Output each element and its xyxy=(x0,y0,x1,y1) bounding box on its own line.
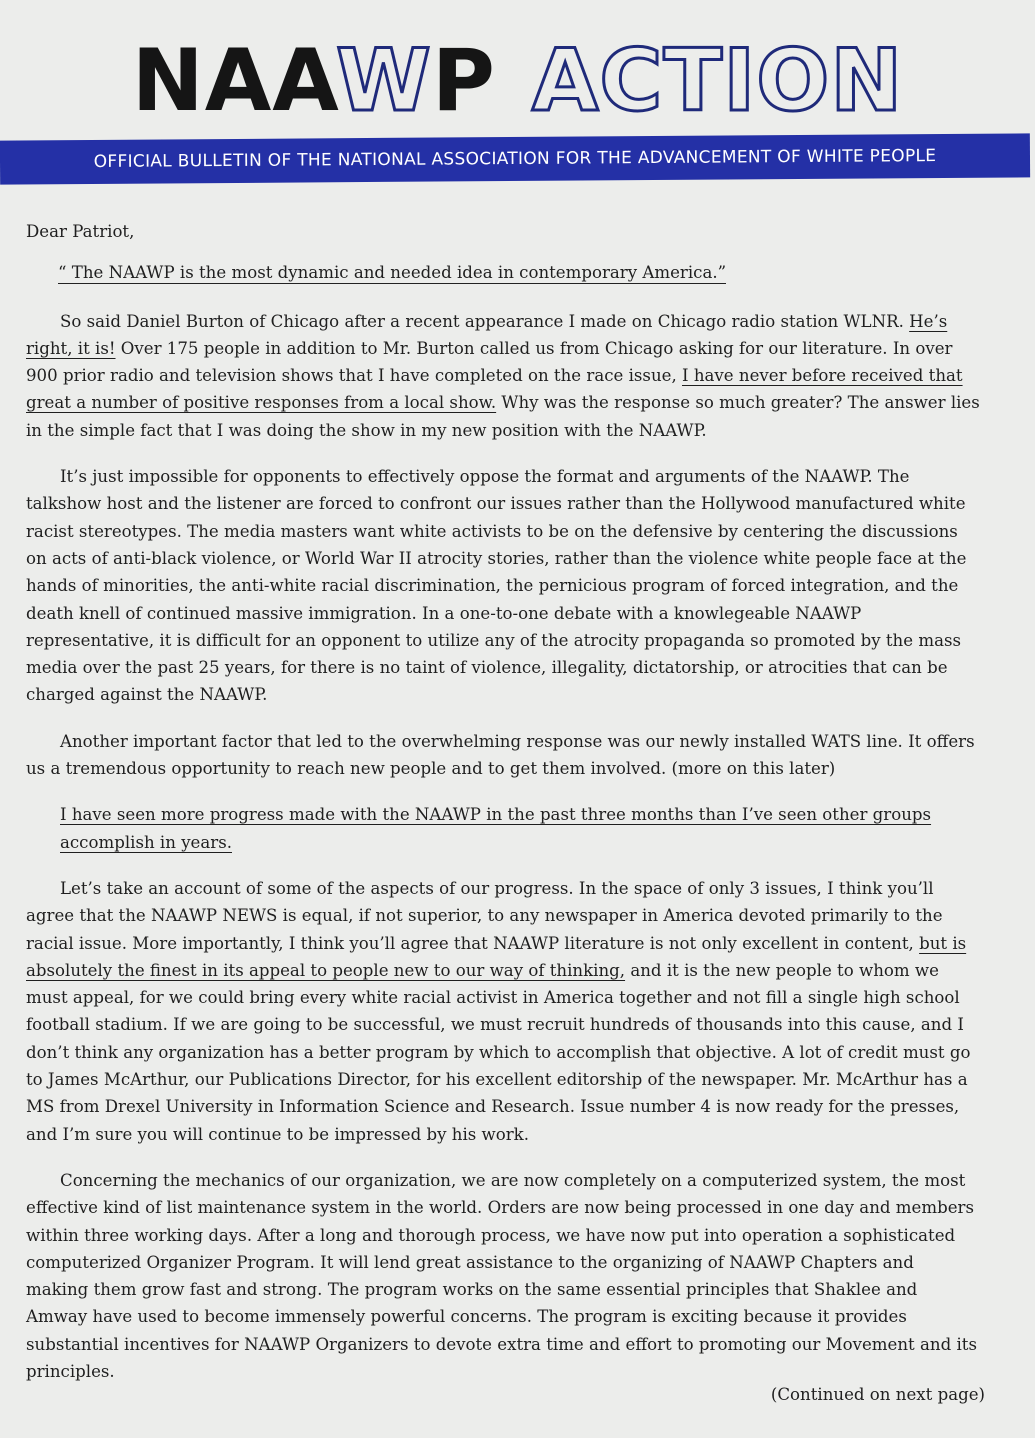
p1-underline-2: I have never before received that great a number of positive responses from a local show. xyxy=(26,366,963,413)
bulletin-banner: OFFICIAL BULLETIN OF THE NATIONAL ASSOCIATION FOR THE ADVANCEMENT OF WHITE PEOPLE xyxy=(0,133,1030,184)
paragraph-5 xyxy=(26,875,980,1148)
paragraph-3: Another important factor that led to the overwhelming response was our newly installed WATS line. It offers us a tremendous opportunity to reach new people and to get them involved. (more on this later) xyxy=(26,731,975,779)
title-part-action: ACTION xyxy=(531,31,904,131)
paragraph-1 xyxy=(26,308,980,444)
title-part-naa: NAA xyxy=(131,31,336,131)
paragraph-6: Concerning the mechanics of our organization, we are now completely on a computerized system, the most effective kind of list maintenance system in the world. Orders are now being processed in one day and members within three working days. After a long and thorough process, we have now put into operation a sophisticated computerized Organizer Program. It will lend great assistance to the organizing of NAAWP Chapters and making them grow fast and strong. The program works on the same essential principles that Shaklee and Amway have used to become immensely powerful concerns. The program is exciting because it provides substantial incentives for NAAWP Organizers to devote extra time and effort to promoting our Movement and its principles. xyxy=(26,1170,977,1381)
letter-body xyxy=(26,218,980,1404)
p5-underline: but is absolutely the finest in its appeal to people new to our way of thinking, xyxy=(26,933,967,980)
p1-text-c: Why was the response so much greater? The answer lies in the simple fact that I was doing the show in my new position with the NAAWP. xyxy=(26,393,980,440)
continued-note: (Continued on next page) xyxy=(770,1385,985,1404)
p5-text-b: and it is the new people to whom we must appeal, for we could bring every white racial activist in America together and not fill a single high school football stadium. If we are going to be successful, we must recruit hundreds of thousands into this cause, and I don’t think any organization has a better program by which to accomplish that objective. A lot of credit must go to James McArthur, our Publications Director, for his excellent editorship of the newspaper. Mr. McArthur has a MS from Drexel University in Information Science and Research. Issue number 4 is now ready for the presses, and I’m sure you will continue to be impressed by his work. xyxy=(26,960,971,1144)
quote-text: “ The NAAWP is the most dynamic and needed idea in contemporary America.” xyxy=(58,263,727,283)
masthead-title xyxy=(0,31,1035,131)
p1-underline-1: He’s right, it is! xyxy=(26,311,948,358)
p5-text-a: Let’s take an account of some of the aspects of our progress. In the space of only 3 issues, I think you’ll agree that the NAAWP NEWS is equal, if not superior, to any newspaper in America devoted primarily to the racial issue. More importantly, I think you’ll agree that NAAWP literature is not only excellent in content, xyxy=(26,878,943,953)
p1-text-a: So said Daniel Burton of Chicago after a recent appearance I made on Chicago radio station WLNR. xyxy=(60,311,910,331)
p4-underline: I have seen more progress made with the NAAWP in the past three months than I’ve seen other groups accomplish in years. xyxy=(60,805,932,852)
opening-quote xyxy=(26,259,980,286)
p1-text-b: Over 175 people in addition to Mr. Burton called us from Chicago asking for our literature. In over 900 prior radio and television shows that I have completed on the race issue, xyxy=(26,338,953,386)
paragraph-2: It’s just impossible for opponents to effectively oppose the format and arguments of the NAAWP. The talkshow host and the listener are forced to confront our issues rather than the Hollywood manufactured white racist stereotypes. The media masters want white activists to be on the defensive by centering the discussions on acts of anti-black violence, or World War II atrocity stories, rather than the violence white people face at the hands of minorities, the anti-white racial discrimination, the pernicious program of forced integration, and the death knell of continued massive immigration. In a one-to-one debate with a knowlegeable NAAWP representative, it is difficult for an opponent to utilize any of the atrocity propaganda so promoted by the mass media over the past 25 years, for there is no taint of violence, illegality, dictatorship, or atrocities that can be charged against the NAAWP. xyxy=(26,467,967,705)
title-part-w: W xyxy=(335,31,432,131)
paragraph-4 xyxy=(26,801,980,856)
title-part-p: P xyxy=(431,31,496,131)
salutation: Dear Patriot, xyxy=(26,222,135,241)
